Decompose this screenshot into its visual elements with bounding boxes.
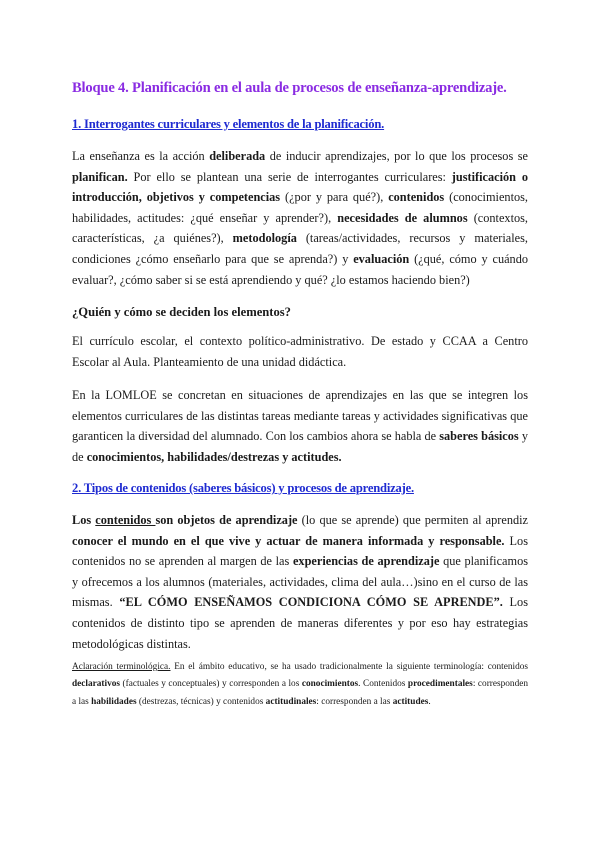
bold-run: procedimentales: [407, 679, 473, 690]
bold-run: planifican.: [72, 169, 128, 184]
bold-run: evaluación: [353, 251, 410, 266]
text-run: En el ámbito educativo, se ha usado tradicionalmente la siguiente terminología: contenidos: [170, 662, 529, 672]
bold-run: declarativos: [72, 679, 121, 690]
bold-run: contenidos: [388, 190, 445, 205]
text-run: (conocimientos, habilidades, actitudes: ¿qué enseñar y aprender?),: [72, 190, 528, 225]
section-1-paragraph-3: [72, 385, 528, 467]
text-run: Los contenidos de distinto tipo se aprenden de maneras diferentes y por eso hay estrategias metodológicas distintas.: [72, 595, 528, 651]
section-2-heading: 2. Tipos de contenidos (saberes básicos) y procesos de aprendizaje.: [72, 481, 414, 495]
bold-run: son objetos de aprendizaje: [155, 513, 298, 527]
bold-run: deliberada: [209, 149, 266, 163]
text-run: .: [428, 696, 431, 707]
bold-run: justificación o introducción, objetivos y competencias: [72, 169, 529, 205]
bold-run: “EL CÓMO ENSEÑAMOS CONDICIONA CÓMO SE APRENDE”.: [119, 595, 503, 610]
text-run: : corresponden a las: [316, 696, 393, 707]
text-run: que planificamos y ofrecemos a los alumnos (materiales, actividades, clima del aula…)sino en el curso de las mismas.: [72, 554, 528, 610]
text-run: de inducir aprendizajes, por lo que los procesos se: [265, 149, 528, 163]
bold-run: Los: [72, 513, 96, 527]
underline-run: Aclaración terminológica.: [72, 662, 171, 672]
text-run: (factuales y conceptuales) y corresponden a los: [120, 679, 302, 690]
section-1-paragraph-1: [72, 146, 528, 290]
bold-run: conocimientos: [301, 679, 359, 690]
section-1-paragraph-2: El currículo escolar, el contexto político-administrativo. De estado y CCAA a Centro Escolar al Aula. Planteamiento de una unidad didáctica.: [72, 334, 528, 369]
text-run: (destrezas, técnicas) y contenidos: [136, 696, 266, 707]
bold-run: actitudinales: [265, 696, 317, 707]
text-run: (¿por y para qué?),: [280, 190, 389, 205]
text-run: (contextos, características, ¿a quiénes?),: [72, 210, 528, 246]
bold-run: necesidades de alumnos: [337, 210, 468, 225]
section-2-paragraph-1: [72, 510, 528, 654]
text-run: Los contenidos no se aprenden al margen de las: [72, 533, 528, 569]
text-run: (¿qué, cómo y cuándo evaluar?, ¿cómo saber si se está aprendiendo y qué? ¿lo estamos haciendo bien?): [72, 251, 528, 287]
text-run: (tareas/actividades, recursos y materiales, condiciones ¿cómo enseñarlo para que se aprenda?) y: [72, 231, 528, 266]
bold-run: habilidades: [91, 696, 137, 707]
bold-run: metodología: [232, 231, 297, 246]
page-title: Bloque 4. Planificación en el aula de procesos de enseñanza-aprendizaje.: [72, 80, 507, 96]
terminology-note: [72, 659, 528, 711]
bold-run: experiencias de aprendizaje: [292, 554, 440, 569]
bold-run: saberes básicos: [439, 429, 519, 444]
text-run: : corresponden a las: [72, 679, 529, 707]
text-run: y de: [72, 429, 528, 464]
text-run: (lo que se aprende) que permiten al aprendiz: [297, 513, 529, 527]
text-run: Por ello se plantean una serie de interrogantes curriculares:: [127, 169, 452, 184]
subheading-who-decides: ¿Quién y cómo se deciden los elementos?: [72, 305, 291, 319]
bold-run: conocimientos, habilidades/destrezas y actitudes.: [86, 449, 342, 464]
bold-underline-run: contenidos: [95, 513, 156, 527]
bold-run: conocer el mundo en el que vive y actuar de manera informada y responsable.: [72, 533, 505, 548]
text-run: En la LOMLOE se concretan en situaciones de aprendizajes en las que se integren los elementos curriculares de las distintas tareas mediante tareas y actividades significativas que garanticen la diversidad del alumnado. Con los cambios ahora se habla de: [72, 388, 528, 444]
bold-run: actitudes: [392, 696, 429, 707]
text-run: . Contenidos: [358, 679, 408, 690]
text-run: La enseñanza es la acción: [72, 149, 210, 163]
section-1-heading: 1. Interrogantes curriculares y elementos de la planificación.: [72, 117, 385, 131]
